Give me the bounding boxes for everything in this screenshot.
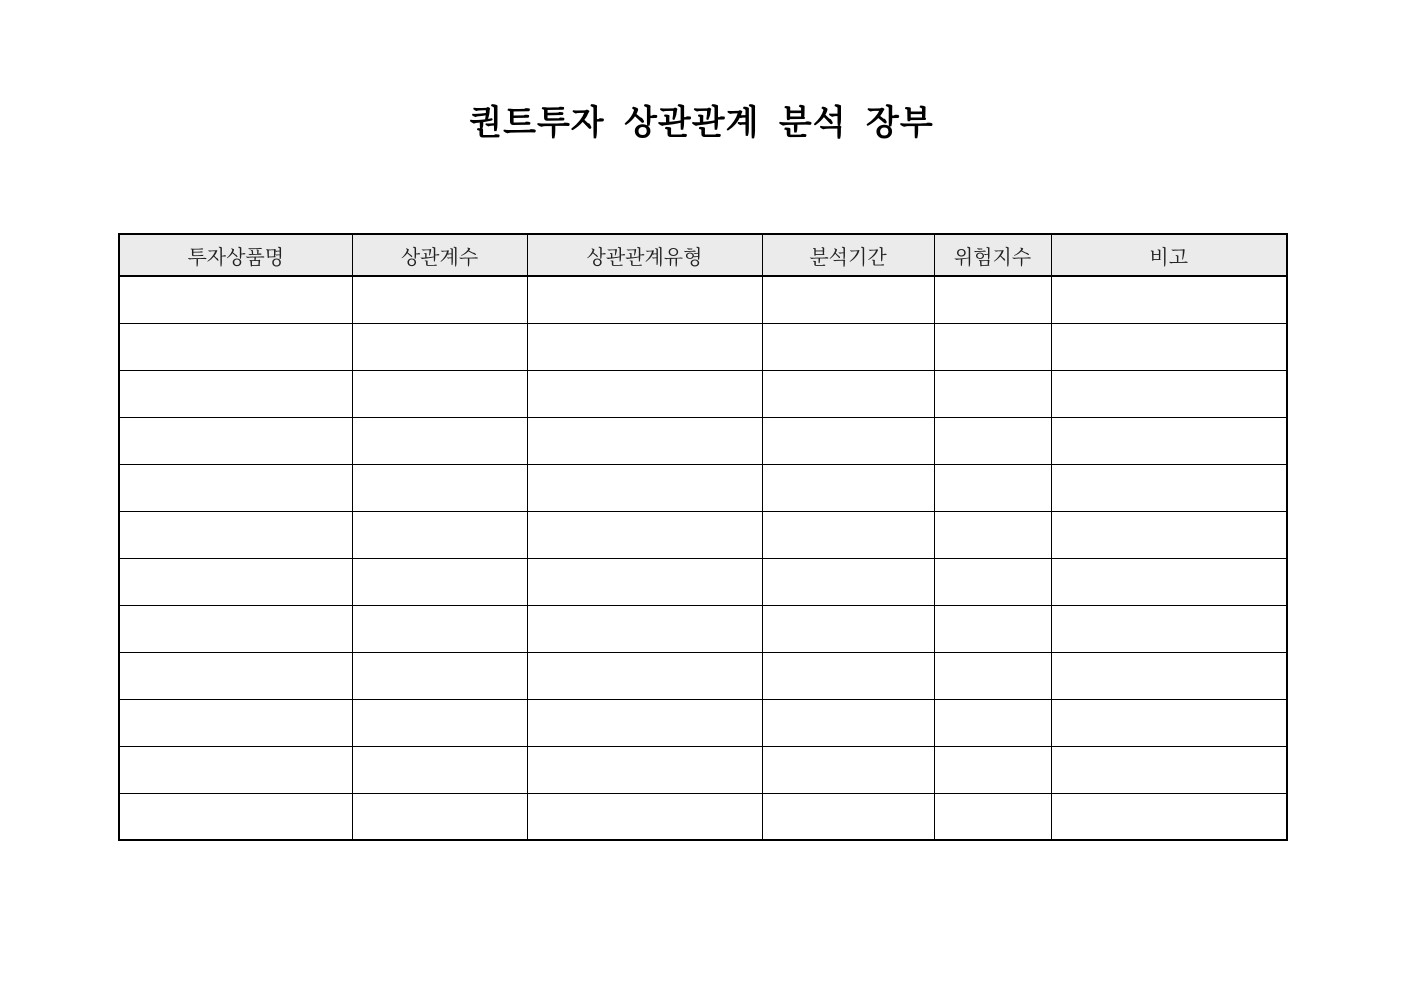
table-cell <box>527 276 762 323</box>
table-cell <box>934 417 1051 464</box>
table-cell <box>1051 605 1287 652</box>
table-cell <box>762 558 934 605</box>
table-cell <box>762 699 934 746</box>
table-cell <box>1051 417 1287 464</box>
table-cell <box>1051 793 1287 840</box>
table-cell <box>119 370 352 417</box>
table-cell <box>527 652 762 699</box>
analysis-table <box>118 233 1288 841</box>
table-cell <box>527 558 762 605</box>
table-cell <box>527 699 762 746</box>
column-header: 상관계수 <box>352 234 527 276</box>
table-cell <box>352 558 527 605</box>
table-cell <box>762 464 934 511</box>
table-cell <box>762 417 934 464</box>
ledger-table-container <box>118 233 1286 841</box>
table-cell <box>1051 323 1287 370</box>
table-cell <box>762 276 934 323</box>
table-cell <box>352 652 527 699</box>
table-row <box>119 558 1287 605</box>
table-row <box>119 464 1287 511</box>
table-cell <box>1051 746 1287 793</box>
table-row <box>119 370 1287 417</box>
table-cell <box>352 276 527 323</box>
table-cell <box>119 464 352 511</box>
table-cell <box>527 370 762 417</box>
table-cell <box>119 276 352 323</box>
table-cell <box>934 323 1051 370</box>
table-cell <box>527 793 762 840</box>
table-cell <box>934 605 1051 652</box>
table-cell <box>762 746 934 793</box>
table-cell <box>527 605 762 652</box>
table-cell <box>934 558 1051 605</box>
table-cell <box>762 652 934 699</box>
table-cell <box>352 699 527 746</box>
table-cell <box>352 464 527 511</box>
table-cell <box>119 605 352 652</box>
table-cell <box>762 793 934 840</box>
table-cell <box>762 605 934 652</box>
table-cell <box>1051 464 1287 511</box>
header-row <box>119 234 1287 276</box>
table-cell <box>934 746 1051 793</box>
table-cell <box>527 417 762 464</box>
table-cell <box>934 370 1051 417</box>
table-row <box>119 511 1287 558</box>
table-row <box>119 793 1287 840</box>
table-cell <box>527 511 762 558</box>
table-cell <box>1051 511 1287 558</box>
table-cell <box>1051 558 1287 605</box>
table-cell <box>934 699 1051 746</box>
table-cell <box>119 699 352 746</box>
table-cell <box>934 276 1051 323</box>
table-cell <box>119 511 352 558</box>
table-row <box>119 276 1287 323</box>
table-cell <box>352 793 527 840</box>
table-cell <box>762 511 934 558</box>
table-row <box>119 605 1287 652</box>
table-cell <box>934 652 1051 699</box>
table-cell <box>527 323 762 370</box>
table-row <box>119 746 1287 793</box>
table-cell <box>352 511 527 558</box>
table-cell <box>352 417 527 464</box>
table-cell <box>119 652 352 699</box>
column-header: 분석기간 <box>762 234 934 276</box>
table-cell <box>352 746 527 793</box>
table-cell <box>527 464 762 511</box>
table-cell <box>119 793 352 840</box>
table-cell <box>1051 276 1287 323</box>
table-cell <box>1051 699 1287 746</box>
table-cell <box>352 605 527 652</box>
table-body <box>119 276 1287 840</box>
table-cell <box>527 746 762 793</box>
table-cell <box>934 793 1051 840</box>
table-row <box>119 652 1287 699</box>
table-cell <box>762 323 934 370</box>
table-row <box>119 417 1287 464</box>
table-cell <box>934 511 1051 558</box>
column-header: 상관관계유형 <box>527 234 762 276</box>
column-header: 위험지수 <box>934 234 1051 276</box>
table-cell <box>1051 370 1287 417</box>
table-cell <box>119 746 352 793</box>
table-cell <box>1051 652 1287 699</box>
table-header <box>119 234 1287 276</box>
table-cell <box>119 417 352 464</box>
table-row <box>119 699 1287 746</box>
column-header: 비고 <box>1051 234 1287 276</box>
table-cell <box>119 558 352 605</box>
page-title: 퀀트투자 상관관계 분석 장부 <box>469 104 934 142</box>
table-cell <box>119 323 352 370</box>
table-cell <box>762 370 934 417</box>
column-header: 투자상품명 <box>119 234 352 276</box>
table-row <box>119 323 1287 370</box>
table-cell <box>934 464 1051 511</box>
table-cell <box>352 370 527 417</box>
table-cell <box>352 323 527 370</box>
